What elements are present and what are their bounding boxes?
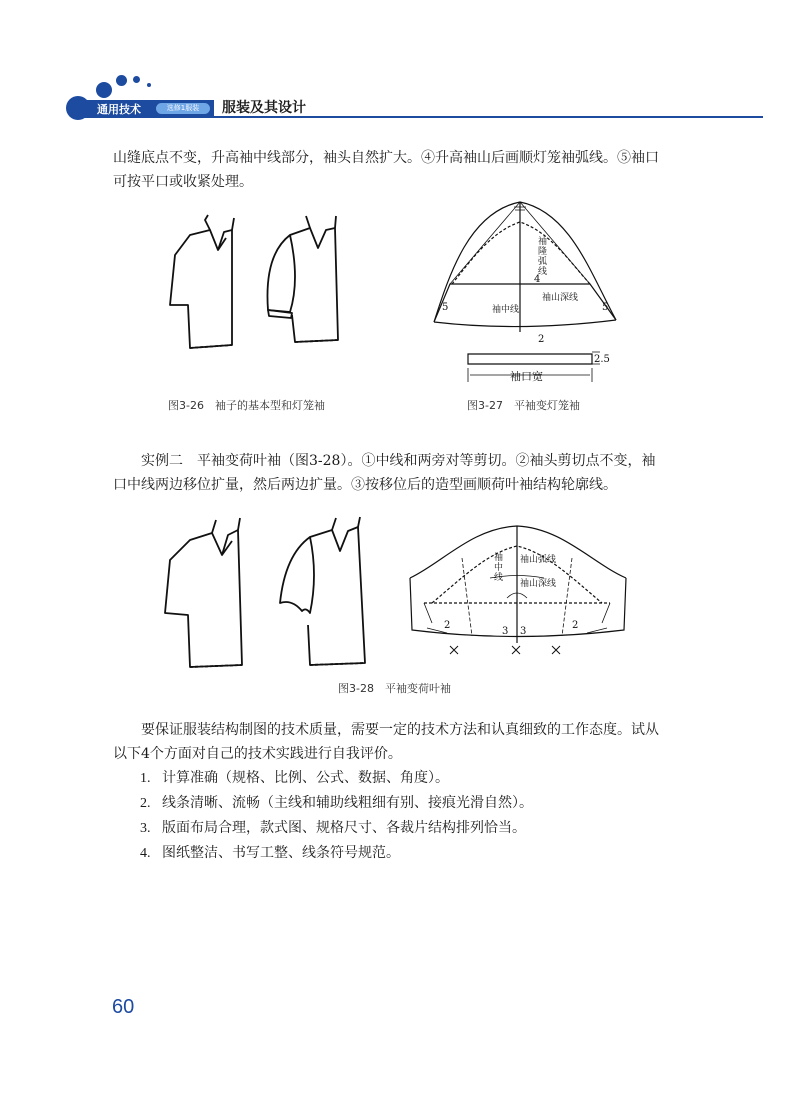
list-item-text: 图纸整洁、书写工整、线条符号规范。 (162, 845, 400, 861)
fig27-arc-label-1: 袖 (538, 237, 548, 247)
list-item-number: 2. (140, 796, 151, 811)
fig27-sleeve-depth: 袖山深线 (542, 293, 579, 303)
fig27-arc-label-3: 弧 (538, 257, 548, 267)
figure-3-28-illustration (160, 515, 400, 670)
figure-3-26-illustration (160, 210, 360, 360)
list-item (140, 791, 533, 816)
fig27-num-5-left: 5 (442, 302, 449, 313)
list-item-number: 1. (140, 771, 151, 786)
figure-3-26-caption: 图3-26 袖子的基本型和灯笼袖 (168, 399, 325, 412)
header-series-sub: 选修1服装 (156, 103, 210, 114)
fig28-center-line-1: 袖 (494, 553, 504, 563)
self-evaluation-list (140, 766, 533, 866)
fig27-num-2: 2 (538, 334, 545, 345)
fig27-num-2-5: 2.5 (594, 354, 610, 365)
header-title: 服装及其设计 (222, 100, 306, 116)
list-item-number: 4. (140, 846, 151, 861)
fig28-num-2-right: 2 (572, 620, 579, 631)
list-item-text: 计算准确（规格、比例、公式、数据、角度）。 (162, 770, 449, 786)
list-item-text: 线条清晰、流畅（主线和辅助线粗细有别、接痕光滑自然）。 (162, 795, 533, 811)
figure-3-27-caption: 图3-27 平袖变灯笼袖 (467, 399, 580, 412)
list-item (140, 841, 533, 866)
fig28-center-line-2: 中 (494, 563, 504, 573)
paragraph-3-line-2: 以下4个方面对自己的技术实践进行自我评价。 (113, 746, 402, 762)
fig27-num-5-right: 5 (602, 302, 609, 313)
header-rule (84, 116, 763, 118)
fig27-arc-label-4: 线 (538, 267, 548, 277)
fig28-num-2-left: 2 (444, 620, 451, 631)
fig28-cap-arc: 袖山弧线 (520, 555, 557, 565)
figure-3-28-pattern (402, 518, 634, 660)
page-number: 60 (112, 996, 135, 1018)
list-item (140, 766, 533, 791)
paragraph-1-line-1: 山缝底点不变，升高袖中线部分，袖头自然扩大。④升高袖山后画顺灯笼袖弧线。⑤袖口 (113, 150, 659, 166)
list-item (140, 816, 533, 841)
fig27-center-line: 袖中线 (492, 305, 520, 315)
paragraph-2-line-1: 实例二 平袖变荷叶袖（图3-28）。①中线和两旁对等剪切。②袖头剪切点不变，袖 (141, 453, 656, 469)
fig28-num-3-left: 3 (502, 626, 509, 637)
header-series: 通用技术 (97, 103, 141, 116)
fig27-num-4: 4 (534, 274, 541, 285)
list-item-text: 版面布局合理，款式图、规格尺寸、各裁片结构排列恰当。 (162, 820, 526, 836)
fig27-cuff-width: 袖口宽 (510, 370, 543, 383)
paragraph-2-line-2: 口中线两边移位扩量，然后两边扩量。③按移位后的造型画顺荷叶袖结构轮廓线。 (113, 477, 617, 493)
figure-3-27-pattern (420, 192, 630, 392)
fig27-arc-label-2: 隆 (538, 247, 548, 257)
paragraph-3-line-1: 要保证服装结构制图的技术质量，需要一定的技术方法和认真细致的工作态度。试从 (141, 722, 659, 738)
fig28-center-line-3: 线 (494, 573, 504, 583)
fig28-num-3-right: 3 (520, 626, 527, 637)
fig28-sleeve-depth: 袖山深线 (520, 579, 557, 589)
figure-3-28-caption: 图3-28 平袖变荷叶袖 (338, 682, 451, 695)
paragraph-1-line-2: 可按平口或收紧处理。 (113, 174, 253, 190)
list-item-number: 3. (140, 821, 151, 836)
